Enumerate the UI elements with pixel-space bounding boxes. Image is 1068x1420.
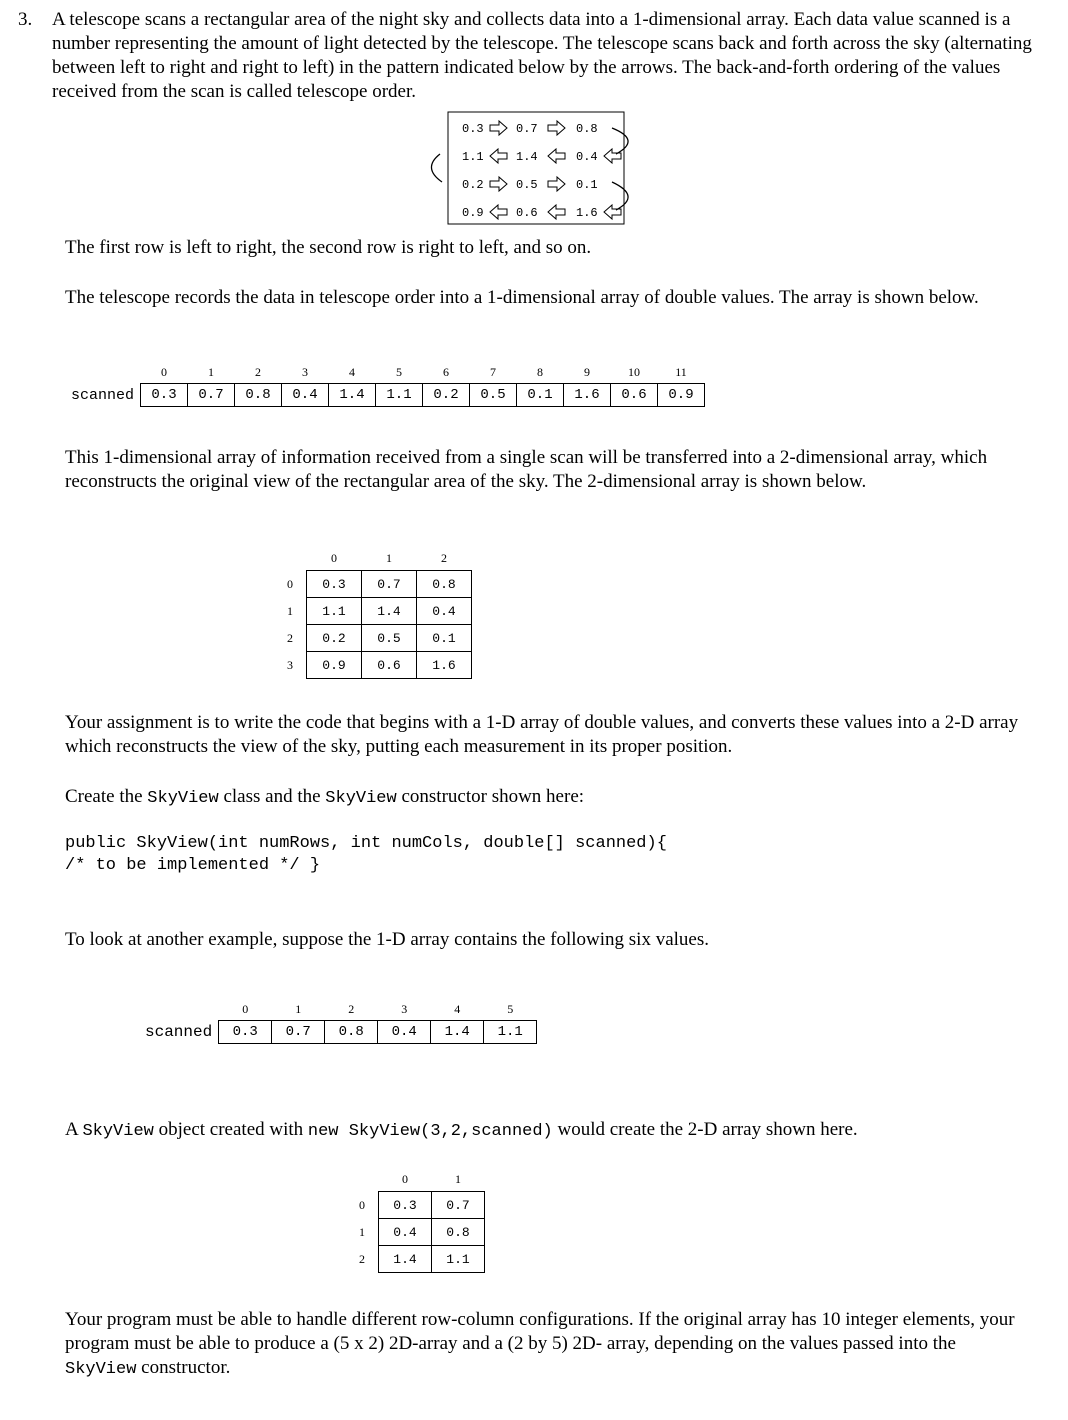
- grid-cell: 0.2: [307, 625, 362, 652]
- sky-grid-3x2: [355, 1167, 485, 1273]
- array-cell: 1.4: [329, 384, 376, 407]
- arrow-right-icon: [490, 177, 507, 191]
- arrow-left-icon: [548, 205, 565, 219]
- create-text: constructor shown here:: [396, 786, 585, 807]
- array-cell: 1.6: [564, 384, 611, 407]
- array-index: 5: [396, 364, 403, 379]
- array-index: 8: [537, 364, 544, 379]
- array-cell: 0.4: [282, 384, 329, 407]
- scan-value: 0.4: [576, 150, 598, 164]
- grid-row-index: 2: [287, 630, 293, 645]
- para-records: The telescope records the data in telescope order into a 1-dimensional array of double values. The array is shown below.: [65, 287, 979, 308]
- array-cell: 0.9: [658, 384, 705, 407]
- para-transfer: This 1-dimensional array of information received from a single scan will be transferred into a 2-dimensional array, which reconstructs the original view of the rectangular area of the sky. The 2-dimensional array is shown below.: [65, 447, 988, 492]
- array-index: 3: [401, 1001, 408, 1016]
- scan-value: 0.5: [516, 178, 538, 192]
- grid-row-index: 2: [359, 1251, 365, 1266]
- arrow-left-icon: [604, 205, 621, 219]
- question-number: 3.: [18, 9, 33, 30]
- array-index: 10: [628, 364, 641, 379]
- grid-cell: 0.6: [362, 652, 417, 679]
- final-text: Your program must be able to handle different row-column configurations. If the original array has 10 integer elements, your program must be able to produce a (5 x 2) 2D-array and a (2 by 5) 2D- array, depending on the values passed into the: [65, 1309, 1015, 1354]
- array-cell: 0.7: [188, 384, 235, 407]
- array-index: 2: [255, 364, 262, 379]
- code-line: public SkyView(int numRows, int numCols, double[] scanned){: [65, 834, 667, 853]
- class-name-code: SkyView: [147, 789, 219, 808]
- array-cell: 1.1: [376, 384, 423, 407]
- array-cell: 0.3: [141, 384, 188, 407]
- class-name-code: SkyView: [65, 1360, 137, 1379]
- grid-col-index: 0: [402, 1171, 408, 1186]
- scanned-array-12: [70, 361, 705, 407]
- code-line: /* to be implemented */ }: [65, 856, 321, 875]
- array-cell: 0.7: [272, 1021, 325, 1044]
- create-text: class and the: [218, 786, 326, 807]
- grid-cell: 0.9: [307, 652, 362, 679]
- constructor-call-code: new SkyView(3,2,scanned): [307, 1122, 553, 1141]
- array-cell: 0.4: [378, 1021, 431, 1044]
- turn-right-icon: [612, 182, 628, 210]
- grid-col-index: 1: [386, 550, 392, 565]
- turn-right-icon: [612, 128, 628, 154]
- para-first-row: The first row is left to right, the second row is right to left, and so on.: [65, 237, 592, 258]
- ctor-name-code: SkyView: [325, 789, 397, 808]
- grid-cell: 0.4: [379, 1219, 432, 1246]
- turn-left-icon: [431, 154, 442, 182]
- grid-row-index: 0: [359, 1197, 365, 1212]
- para-final: [65, 1308, 1030, 1382]
- scan-value: 0.6: [516, 206, 538, 220]
- array-label: scanned: [71, 386, 135, 404]
- grid-cell: 0.3: [307, 571, 362, 598]
- arrow-right-icon: [548, 177, 565, 191]
- grid-cell: 0.4: [417, 598, 472, 625]
- array-index: 3: [302, 364, 309, 379]
- scan-value: 0.1: [576, 178, 598, 192]
- array-index: 2: [348, 1001, 355, 1016]
- grid-cell: 0.1: [417, 625, 472, 652]
- array-cell: 0.3: [219, 1021, 272, 1044]
- arrow-left-icon: [490, 149, 507, 163]
- question-intro: A telescope scans a rectangular area of the night sky and collects data into a 1-dimensional array. Each data value scanned is a number representing the amount of light detected by the telescope. The telescope scans back and forth across the sky (alternating between left to right and right to left) in the pattern indicated below by the arrows. The back-and-forth ordering of the values received from the scan is called telescope order.: [52, 9, 1032, 102]
- sentence-text: A: [65, 1119, 83, 1140]
- arrow-left-icon: [548, 149, 565, 163]
- grid-cell: 0.7: [432, 1192, 485, 1219]
- grid-row-index: 0: [287, 576, 293, 591]
- array-cell: 0.2: [423, 384, 470, 407]
- scan-value: 0.2: [462, 178, 484, 192]
- grid-corner: [283, 546, 307, 571]
- para-assignment: Your assignment is to write the code that begins with a 1-D array of double values, and converts these values into a 2-D array which reconstructs the view of the sky, putting each measurement in its proper position.: [65, 712, 1019, 757]
- arrow-right-icon: [490, 121, 507, 135]
- array-index: 6: [443, 364, 450, 379]
- grid-cell: 1.1: [432, 1246, 485, 1273]
- scan-value: 0.7: [516, 122, 538, 136]
- scan-value: 1.4: [516, 150, 538, 164]
- scanned-array-6: [144, 998, 537, 1044]
- sentence-text: object created with: [153, 1119, 308, 1140]
- array-index: 1: [208, 364, 215, 379]
- arrow-left-icon: [490, 205, 507, 219]
- grid-cell: 1.4: [379, 1246, 432, 1273]
- para-example: To look at another example, suppose the 1-D array contains the following six values.: [65, 929, 709, 950]
- grid-cell: 1.6: [417, 652, 472, 679]
- para-create: [65, 785, 584, 811]
- grid-cell: 0.5: [362, 625, 417, 652]
- array-index: 4: [454, 1001, 461, 1016]
- array-index: 7: [490, 364, 497, 379]
- arrow-right-icon: [548, 121, 565, 135]
- array-cell: 0.5: [470, 384, 517, 407]
- array-cell: 0.1: [517, 384, 564, 407]
- scan-value: 0.8: [576, 122, 598, 136]
- arrow-left-icon: [604, 149, 621, 163]
- array-cell: 1.1: [484, 1021, 537, 1044]
- array-index: 1: [295, 1001, 302, 1016]
- array-index: 11: [675, 364, 687, 379]
- grid-col-index: 2: [441, 550, 447, 565]
- array-label: scanned: [145, 1023, 213, 1041]
- scan-value: 1.1: [462, 150, 484, 164]
- array-index: 5: [507, 1001, 514, 1016]
- grid-col-index: 1: [455, 1171, 461, 1186]
- array-index: 4: [349, 364, 356, 379]
- create-text: Create the: [65, 786, 148, 807]
- grid-col-index: 0: [331, 550, 337, 565]
- array-cell: 1.4: [431, 1021, 484, 1044]
- grid-cell: 1.1: [307, 598, 362, 625]
- sentence-text: would create the 2-D array shown here.: [552, 1119, 858, 1140]
- grid-corner: [355, 1167, 379, 1192]
- scan-value: 0.9: [462, 206, 484, 220]
- array-cell: 0.8: [325, 1021, 378, 1044]
- code-block: [65, 833, 667, 877]
- grid-cell: 0.8: [432, 1219, 485, 1246]
- grid-cell: 0.3: [379, 1192, 432, 1219]
- grid-cell: 0.7: [362, 571, 417, 598]
- para-example-sentence: [65, 1118, 858, 1144]
- scan-diagram: [420, 110, 650, 230]
- grid-cell: 1.4: [362, 598, 417, 625]
- array-cell: 0.8: [235, 384, 282, 407]
- grid-row-index: 1: [287, 603, 293, 618]
- scan-value: 0.3: [462, 122, 484, 136]
- grid-cell: 0.8: [417, 571, 472, 598]
- array-index: 9: [584, 364, 591, 379]
- class-name-code: SkyView: [82, 1122, 154, 1141]
- scan-value: 1.6: [576, 206, 598, 220]
- grid-row-index: 3: [287, 657, 293, 672]
- array-index: 0: [161, 364, 168, 379]
- array-index: 0: [242, 1001, 249, 1016]
- final-text: constructor.: [136, 1357, 231, 1378]
- array-cell: 0.6: [611, 384, 658, 407]
- grid-row-index: 1: [359, 1224, 365, 1239]
- sky-grid-4x3: [283, 546, 472, 679]
